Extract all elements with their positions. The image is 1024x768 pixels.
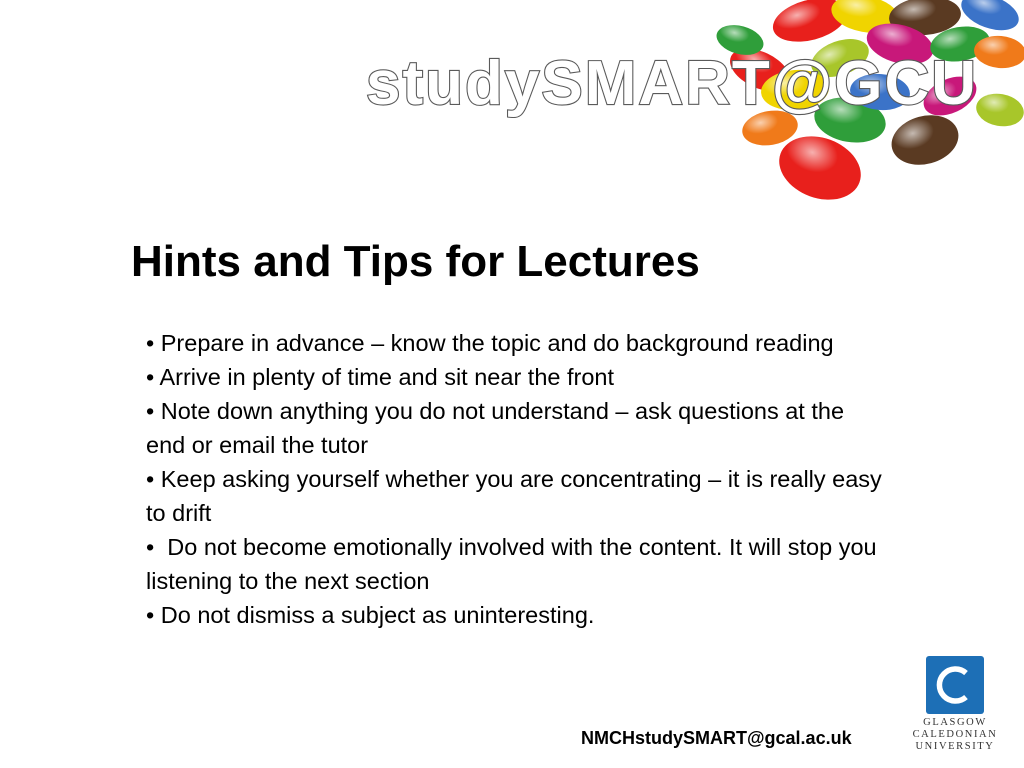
bullet-text: • Do not become emotionally involved with the content. It will stop you listening to the next section [146,534,884,594]
bullet-item [146,598,886,632]
gcu-logo [904,656,1006,756]
gcu-name [904,717,1006,753]
bullet-text: • Do not dismiss a subject as uninteresting. [146,602,595,628]
bullet-text: • Arrive in plenty of time and sit near the front [146,364,615,390]
bullet-text: • Note down anything you do not understand – ask questions at the end or email the tutor [146,398,851,458]
bullet-text: • Keep asking yourself whether you are concentrating – it is really easy to drift [146,466,889,526]
gcu-mark-square [926,656,984,714]
bullet-item [146,462,889,530]
brand-title [366,48,1016,118]
gcu-name-line: GLASGOW [923,717,987,728]
gcu-c-icon [926,656,984,714]
gcu-name-line: UNIVERSITY [915,741,995,752]
gcu-name-line: CALEDONIAN [912,729,998,740]
brand-title-text: studySMART@GCU [366,49,979,118]
bullet-item [146,326,886,360]
slide-title: Hints and Tips for Lectures [131,237,700,286]
bullet-item [146,394,886,462]
bullet-item [146,530,886,598]
footer-email: NMCHstudySMART@gcal.ac.uk [581,728,852,748]
bullet-text: • Prepare in advance – know the topic and do background reading [146,330,834,356]
bullet-list [146,326,889,632]
bullet-item [146,360,886,394]
